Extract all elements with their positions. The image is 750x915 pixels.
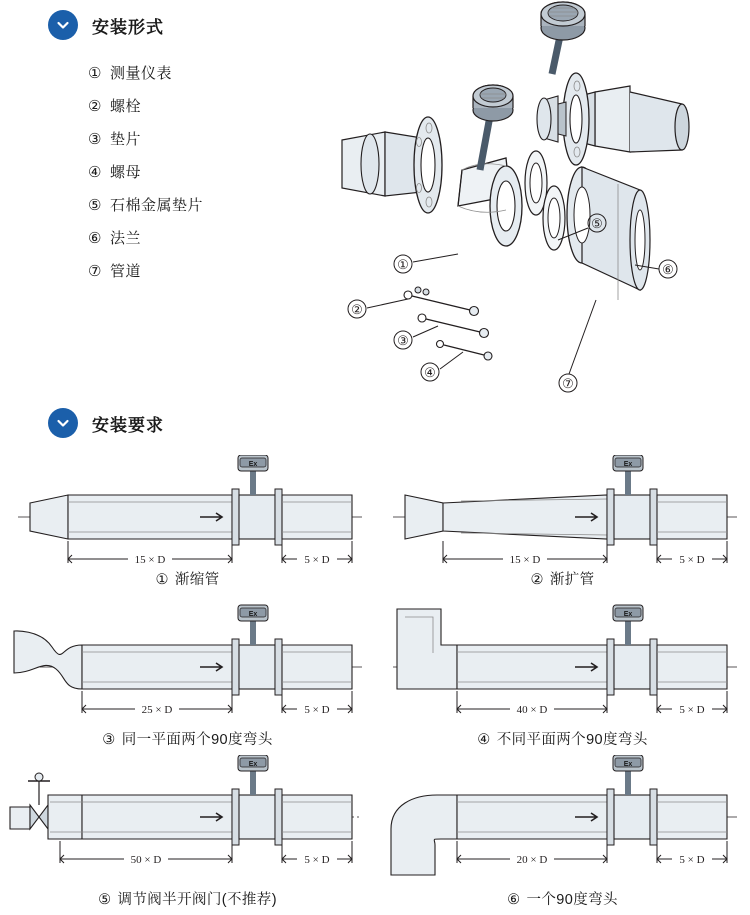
exploded-assembly-illustration	[330, 0, 750, 400]
requirements-grid	[0, 455, 750, 915]
legend-number: ⑦	[88, 263, 102, 280]
legend-number: ⑥	[88, 230, 102, 247]
legend-number: ⑤	[88, 197, 102, 214]
pipe-right	[567, 167, 650, 300]
requirement-item-3	[0, 595, 375, 755]
dimension-upstream: 40 × D	[516, 704, 548, 716]
list-item	[88, 227, 203, 248]
section-install-type	[48, 10, 203, 293]
dimension-upstream: 25 × D	[141, 704, 173, 716]
legend-number: ④	[88, 164, 102, 181]
section-title: 安装形式	[92, 17, 164, 37]
legend-label: 石棉金属垫片	[109, 197, 203, 214]
section-install-requirements	[48, 408, 164, 438]
list-item	[88, 62, 203, 83]
callout-4: ④	[424, 365, 436, 380]
requirement-label: 调节阀半开阀门(不推荐)	[117, 892, 277, 908]
legend-number: ②	[88, 98, 102, 115]
legend-label: 螺母	[109, 164, 141, 181]
requirement-number: ②	[530, 572, 544, 588]
section-header-install-req	[48, 408, 164, 438]
legend-label: 螺栓	[109, 98, 141, 115]
dimension-downstream: 5 × D	[679, 554, 705, 566]
requirement-number: ⑥	[507, 892, 521, 908]
requirement-item-5	[0, 755, 375, 915]
list-item	[88, 260, 203, 281]
requirement-item-4	[375, 595, 750, 755]
requirement-caption	[0, 728, 375, 749]
flange-upper	[537, 73, 589, 165]
requirement-caption	[375, 888, 750, 909]
legend-label: 测量仪表	[109, 65, 172, 82]
requirement-caption	[375, 728, 750, 749]
requirement-label: 同一平面两个90度弯头	[121, 732, 273, 748]
callout-2: ②	[351, 302, 363, 317]
requirement-number: ④	[477, 732, 491, 748]
dimension-downstream: 5 × D	[304, 854, 330, 866]
callout-1: ①	[397, 257, 409, 272]
requirement-caption	[0, 888, 375, 909]
legend-number: ③	[88, 131, 102, 148]
list-item	[88, 128, 203, 149]
dimension-upstream: 20 × D	[516, 854, 548, 866]
legend-number: ①	[88, 65, 102, 82]
requirement-label: 不同平面两个90度弯头	[496, 732, 648, 748]
callout-5: ⑤	[591, 216, 603, 231]
requirement-item-2	[375, 455, 750, 595]
legend-label: 管道	[109, 263, 141, 280]
meter-body-text: Ex	[248, 611, 258, 618]
dimension-upstream: 15 × D	[509, 554, 541, 566]
meter-body-text: Ex	[623, 611, 633, 618]
meter-body-text: Ex	[623, 761, 633, 768]
legend-list	[88, 62, 203, 281]
meter-body-text: Ex	[623, 461, 633, 468]
list-item	[88, 194, 203, 215]
callout-3: ③	[397, 333, 409, 348]
requirement-number: ①	[155, 572, 169, 588]
list-item	[88, 95, 203, 116]
section-header-install-type	[48, 10, 203, 40]
dimension-upstream: 50 × D	[130, 854, 162, 866]
legend-label: 法兰	[109, 230, 141, 247]
requirement-label: 一个90度弯头	[526, 892, 618, 908]
requirement-caption	[375, 568, 750, 589]
callout-6: ⑥	[662, 262, 674, 277]
dimension-downstream: 5 × D	[304, 704, 330, 716]
dimension-downstream: 5 × D	[304, 554, 330, 566]
pipe-left	[342, 117, 442, 213]
meter-body-text: Ex	[248, 761, 258, 768]
requirement-caption	[0, 568, 375, 589]
pipe-upper-right	[580, 86, 689, 152]
list-item	[88, 161, 203, 182]
dimension-downstream: 5 × D	[679, 854, 705, 866]
requirement-label: 渐缩管	[174, 572, 220, 588]
callout-7: ⑦	[562, 376, 574, 391]
requirement-item-1	[0, 455, 375, 595]
requirement-item-6	[375, 755, 750, 915]
requirement-label: 渐扩管	[549, 572, 595, 588]
meter-body	[458, 85, 522, 246]
legend-label: 垫片	[109, 131, 141, 148]
requirement-number: ③	[102, 732, 116, 748]
gasket-rings	[525, 151, 565, 250]
dimension-upstream: 15 × D	[134, 554, 166, 566]
requirement-number: ⑤	[98, 892, 112, 908]
bolt-parts	[404, 287, 492, 360]
section-title: 安装要求	[92, 415, 164, 435]
chevron-down-icon	[48, 408, 78, 438]
transmitter-upper	[541, 2, 585, 74]
meter-body-text: Ex	[248, 461, 258, 468]
chevron-down-icon	[48, 10, 78, 40]
dimension-downstream: 5 × D	[679, 704, 705, 716]
